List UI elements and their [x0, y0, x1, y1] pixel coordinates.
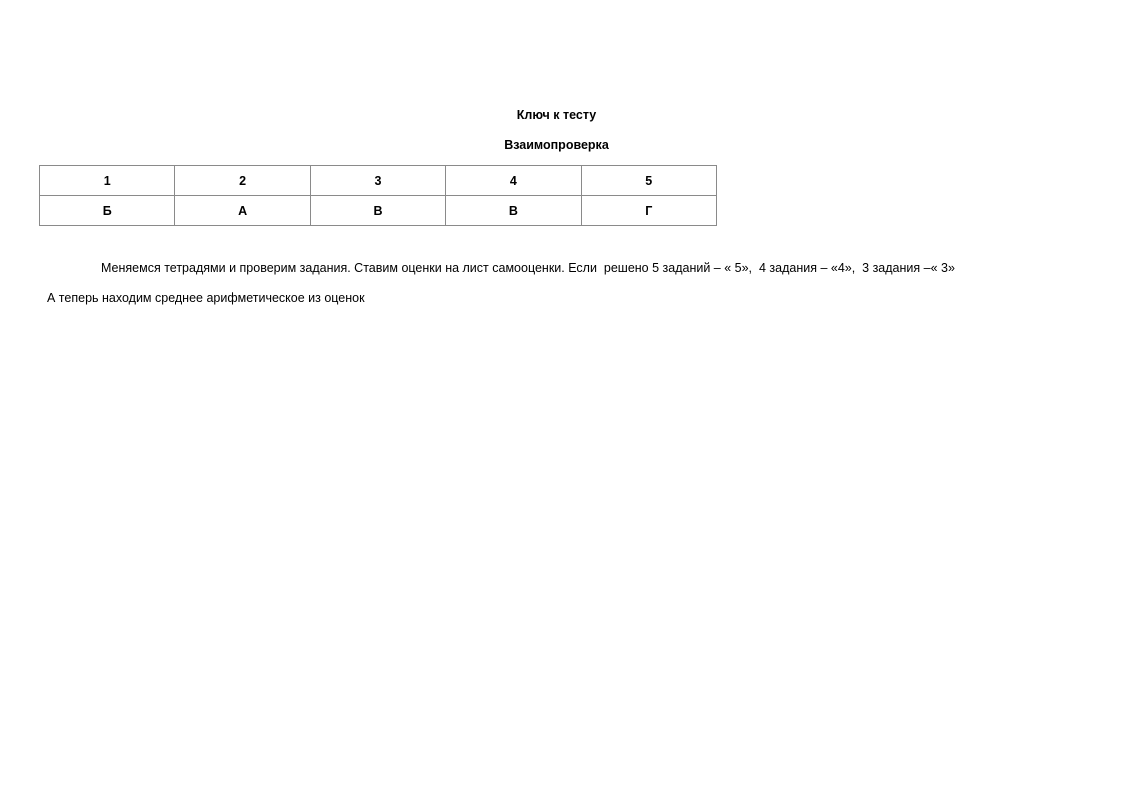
question-number-cell: 4 — [446, 166, 581, 196]
document-subtitle: Взаимопроверка — [504, 138, 609, 152]
question-number-cell: 2 — [175, 166, 310, 196]
document-title: Ключ к тесту — [516, 108, 597, 122]
answer-key-table — [39, 165, 717, 226]
answer-cell: А — [175, 196, 310, 226]
answer-cell: Г — [581, 196, 716, 226]
question-number-cell: 3 — [310, 166, 445, 196]
question-number-cell: 1 — [40, 166, 175, 196]
question-number-cell: 5 — [581, 166, 716, 196]
answer-cell: Б — [40, 196, 175, 226]
table-header-row — [40, 166, 717, 196]
table-answer-row — [40, 196, 717, 226]
instructions-paragraph: Меняемся тетрадями и проверим задания. Ставим оценки на лист самооценки. Если решено 5 заданий – « 5», 4 задания – «4», 3 задания –« 3» — [101, 261, 955, 275]
answer-cell: В — [310, 196, 445, 226]
answer-cell: В — [446, 196, 581, 226]
average-instruction-paragraph: А теперь находим среднее арифметическое из оценок — [47, 291, 365, 305]
